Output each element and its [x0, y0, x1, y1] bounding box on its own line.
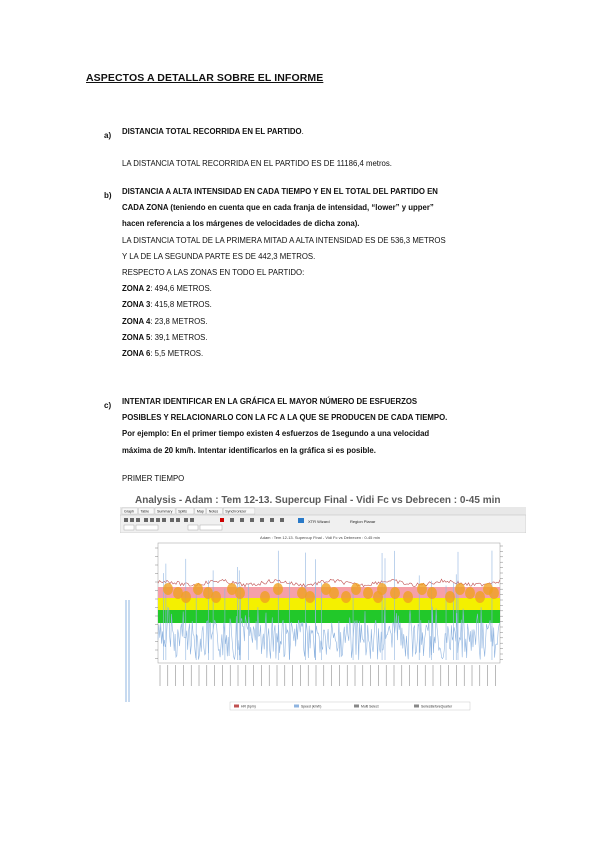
toolbar-field[interactable] [188, 525, 198, 530]
zone-label: ZONA 3 [122, 300, 151, 310]
toolbar-icon[interactable] [270, 518, 274, 522]
toolbar-field[interactable] [136, 525, 158, 530]
zone-band-green [158, 610, 500, 623]
legend-swatch [234, 705, 239, 708]
effort-marker [363, 587, 373, 599]
zone-value: : 39,1 METROS. [150, 332, 208, 342]
section-b-heading-line2-rest: (teniendo en cuenta que en cada franja de intensidad, “lower” y upper” [168, 203, 434, 213]
effort-marker [163, 583, 173, 595]
effort-marker [455, 583, 465, 595]
tab-label: Map [196, 509, 204, 514]
legend-swatch [414, 705, 419, 708]
toolbar-icon[interactable] [136, 518, 140, 522]
toolbar-icon[interactable] [190, 518, 194, 522]
effort-marker [403, 591, 413, 603]
section-b-heading-line3: hacen referencia a los márgenes de velocidades de dicha zona). [122, 219, 360, 229]
effort-marker [305, 591, 315, 603]
effort-marker [211, 591, 221, 603]
zone-label: ZONA 2 [122, 284, 151, 294]
section-b-text-line3: RESPECTO A LAS ZONAS EN TODO EL PARTIDO: [122, 268, 305, 278]
section-c-heading-line4: máxima de 20 km/h. Intentar identificarlos en la gráfica si es posible. [122, 445, 376, 455]
effort-marker [427, 587, 437, 599]
plot-title: Adam : Tem 12-13. Supercup Final - Vidi Fc vs Debrecen : 0-45 min [260, 535, 380, 540]
toolbar-field[interactable] [200, 525, 222, 530]
zone-value: : 494,6 METROS. [150, 284, 212, 294]
toolbar [120, 515, 526, 533]
wizard-icon[interactable] [298, 518, 304, 523]
xtr-wizard-label[interactable]: XTR Wizard [308, 519, 330, 524]
toolbar-icon[interactable] [144, 518, 148, 522]
toolbar-icon[interactable] [162, 518, 166, 522]
zone-value: : 415,8 METROS. [150, 300, 212, 310]
tab-strip [122, 508, 255, 514]
tab-label: Synchronizer [225, 509, 247, 514]
toolbar-icon[interactable] [280, 518, 284, 522]
analysis-screenshot [120, 490, 526, 712]
effort-marker [341, 591, 351, 603]
effort-marker [351, 583, 361, 595]
zone-line [122, 297, 522, 313]
section-b [122, 184, 522, 362]
toolbar-icon[interactable] [176, 518, 180, 522]
effort-marker [445, 591, 455, 603]
section-a [122, 124, 522, 172]
section-c-heading-line3: Por ejemplo: En el primer tiempo existen 4 esfuerzos de 1segundo a una velocidad [122, 429, 430, 439]
zone-value: : 23,8 METROS. [150, 316, 208, 326]
page-title: ASPECTOS A DETALLAR SOBRE EL INFORME [86, 72, 324, 84]
section-b-text-line1: LA DISTANCIA TOTAL DE LA PRIMERA MITAD A ALTA INTENSIDAD ES DE 536,3 METROS [122, 235, 446, 245]
zone-label: ZONA 4 [122, 316, 151, 326]
section-a-heading-suffix: . [301, 127, 304, 136]
section-a-heading: DISTANCIA TOTAL RECORRIDA EN EL PARTIDO [122, 127, 302, 136]
section-b-heading-line2-bold: CADA ZONA [122, 203, 169, 213]
section-b-text-line2: Y LA DE LA SEGUNDA PARTE ES DE 442,3 METROS. [122, 251, 316, 261]
effort-marker [465, 587, 475, 599]
section-c-subheading: PRIMER TIEMPO [122, 473, 185, 483]
section-c-heading-line2: POSIBLES Y RELACIONARLO CON LA FC A LA QUE SE PRODUCEN DE CADA TIEMPO. [122, 413, 448, 423]
section-c-heading-line1: INTENTAR IDENTIFICAR EN LA GRÁFICA EL MAYOR NÚMERO DE ESFUERZOS [122, 397, 418, 406]
section-b-heading-line1: DISTANCIA A ALTA INTENSIDAD EN CADA TIEMPO Y EN EL TOTAL DEL PARTIDO EN [122, 187, 438, 196]
legend-swatch [294, 705, 299, 708]
effort-marker [273, 583, 283, 595]
record-icon[interactable] [220, 518, 224, 522]
toolbar-icon[interactable] [124, 518, 128, 522]
zone-label: ZONA 5 [122, 332, 151, 342]
toolbar-icon[interactable] [130, 518, 134, 522]
toolbar-icon[interactable] [260, 518, 264, 522]
zone-value: : 5,5 METROS. [150, 349, 204, 359]
tab-label: Summary [157, 509, 173, 514]
tab-label: Graph [124, 509, 134, 514]
effort-marker [260, 591, 270, 603]
tab-label: Table [140, 509, 150, 514]
legend-label: Multi Select [361, 704, 379, 709]
effort-marker [489, 587, 499, 599]
player-label[interactable]: Region Planar [350, 519, 376, 524]
toolbar-icon[interactable] [240, 518, 244, 522]
zone-line [122, 281, 522, 297]
legend-label: HR (bpm) [241, 704, 256, 709]
toolbar-field[interactable] [124, 525, 134, 530]
legend-swatch [354, 705, 359, 708]
effort-marker [475, 591, 485, 603]
zone-line [122, 330, 522, 346]
effort-marker [181, 591, 191, 603]
section-c-marker: c) [104, 401, 112, 410]
legend-label: SeriesBeforeQuarter [421, 704, 453, 709]
section-b-marker: b) [104, 191, 112, 200]
effort-marker [417, 583, 427, 595]
effort-marker [329, 587, 339, 599]
section-a-marker: a) [104, 131, 112, 140]
effort-marker [390, 587, 400, 599]
tab-label: Splits [178, 509, 187, 514]
effort-marker [377, 583, 387, 595]
effort-marker [235, 587, 245, 599]
legend-label: Speed (km/h) [301, 704, 322, 709]
toolbar-icon[interactable] [156, 518, 160, 522]
section-a-text: LA DISTANCIA TOTAL RECORRIDA EN EL PARTIDO ES DE 11186,4 metros. [122, 159, 392, 169]
zone-line [122, 314, 522, 330]
toolbar-icon[interactable] [150, 518, 154, 522]
toolbar-icon[interactable] [230, 518, 234, 522]
zone-label: ZONA 6 [122, 349, 151, 359]
section-c [122, 394, 522, 487]
toolbar-icon[interactable] [250, 518, 254, 522]
toolbar-icon[interactable] [170, 518, 174, 522]
screenshot-window-title: Analysis - Adam : Tem 12-13. Supercup Final - Vidi Fc vs Debrecen : 0-45 min [135, 495, 501, 506]
tab-label: Notes [208, 509, 219, 514]
zone-line [122, 346, 522, 362]
effort-marker [193, 583, 203, 595]
toolbar-icon[interactable] [184, 518, 188, 522]
